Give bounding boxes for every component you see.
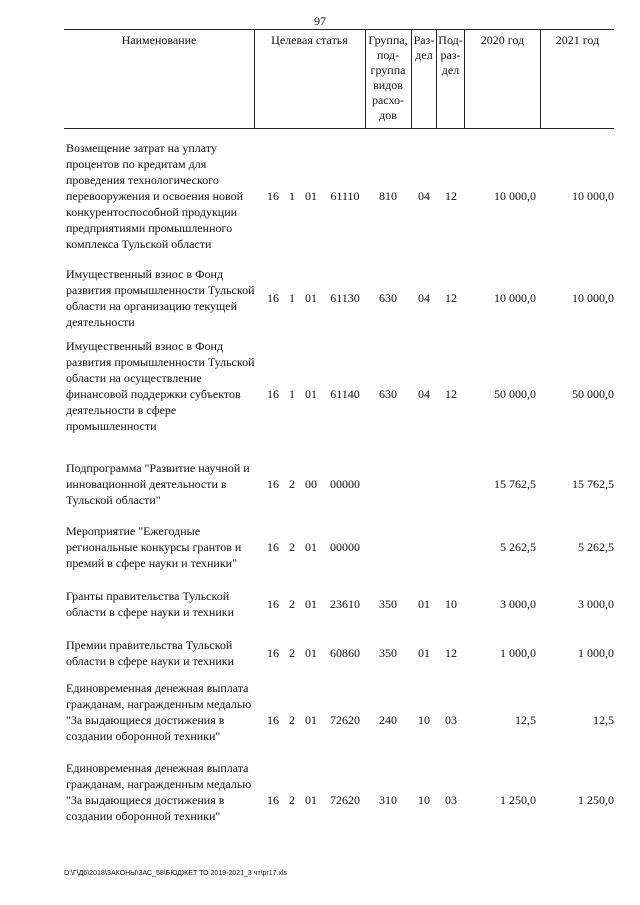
header-2021: 2021 год bbox=[555, 33, 600, 47]
code-subprogram: 2 bbox=[289, 646, 295, 660]
amount-2020: 5 262,5 bbox=[500, 540, 536, 554]
amount-2020: 15 762,5 bbox=[494, 477, 536, 491]
amount-2020: 10 000,0 bbox=[494, 189, 536, 203]
code-subprogram: 2 bbox=[289, 713, 295, 727]
code-program: 16 bbox=[267, 540, 279, 554]
section: 01 bbox=[418, 597, 430, 611]
code-program: 16 bbox=[267, 189, 279, 203]
subsection: 12 bbox=[445, 387, 457, 401]
header-expense-group: Группа, под-группа видов расхо-дов bbox=[368, 33, 408, 122]
code-subprogram: 2 bbox=[289, 477, 295, 491]
subsection: 03 bbox=[445, 793, 457, 807]
header-2020: 2020 год bbox=[480, 33, 525, 47]
code-program: 16 bbox=[267, 387, 279, 401]
code-activity: 01 bbox=[305, 540, 317, 554]
row-name: Единовременная денежная выплата гражданам, награжденным медалью "За выдающиеся достижения в создании оборонной техники" bbox=[66, 681, 252, 743]
amount-2021: 5 262,5 bbox=[578, 540, 614, 554]
code-activity: 01 bbox=[305, 189, 317, 203]
header-section: Раз-дел bbox=[413, 33, 435, 62]
section: 04 bbox=[418, 387, 430, 401]
code-subprogram: 2 bbox=[289, 597, 295, 611]
section: 01 bbox=[418, 646, 430, 660]
row-name: Гранты правительства Тульской области в сфере науки и техники bbox=[66, 589, 234, 619]
code-direction: 72620 bbox=[330, 793, 360, 807]
expense-group: 630 bbox=[379, 387, 397, 401]
amount-2021: 12,5 bbox=[593, 713, 614, 727]
code-program: 16 bbox=[267, 646, 279, 660]
amount-2021: 10 000,0 bbox=[572, 189, 614, 203]
expense-group: 630 bbox=[379, 291, 397, 305]
expense-group: 310 bbox=[379, 793, 397, 807]
section: 10 bbox=[418, 793, 430, 807]
subsection: 10 bbox=[445, 597, 457, 611]
code-direction: 61130 bbox=[330, 291, 360, 305]
amount-2020: 1 250,0 bbox=[500, 793, 536, 807]
code-program: 16 bbox=[267, 477, 279, 491]
section: 04 bbox=[418, 189, 430, 203]
code-direction: 00000 bbox=[330, 477, 360, 491]
code-subprogram: 2 bbox=[289, 793, 295, 807]
code-program: 16 bbox=[267, 291, 279, 305]
amount-2020: 1 000,0 bbox=[500, 646, 536, 660]
code-subprogram: 2 bbox=[289, 540, 295, 554]
code-subprogram: 1 bbox=[289, 291, 295, 305]
header-target-article: Целевая статья bbox=[271, 33, 348, 47]
code-activity: 01 bbox=[305, 597, 317, 611]
amount-2021: 15 762,5 bbox=[572, 477, 614, 491]
row-name: Премии правительства Тульской области в сфере науки и техники bbox=[66, 638, 234, 668]
code-activity: 00 bbox=[305, 477, 317, 491]
header-name: Наименование bbox=[121, 33, 197, 47]
row-name: Возмещение затрат на уплату процентов по кредитам для проведения технологического перевооружения и освоения новой конкурентоспособной продукции предприятиями промышленного комплекса Тульской области bbox=[66, 141, 244, 251]
code-activity: 01 bbox=[305, 793, 317, 807]
subsection: 03 bbox=[445, 713, 457, 727]
amount-2021: 3 000,0 bbox=[578, 597, 614, 611]
code-direction: 23610 bbox=[330, 597, 360, 611]
expense-group: 350 bbox=[379, 597, 397, 611]
amount-2020: 50 000,0 bbox=[494, 387, 536, 401]
subsection: 12 bbox=[445, 646, 457, 660]
code-program: 16 bbox=[267, 713, 279, 727]
subsection: 12 bbox=[445, 189, 457, 203]
expense-group: 810 bbox=[379, 189, 397, 203]
code-subprogram: 1 bbox=[289, 387, 295, 401]
amount-2021: 1 000,0 bbox=[578, 646, 614, 660]
row-name: Имущественный взнос в Фонд развития промышленности Тульской области на организацию текущей деятельности bbox=[66, 267, 255, 329]
page-number: 97 bbox=[314, 14, 326, 28]
code-subprogram: 1 bbox=[289, 189, 295, 203]
row-name: Имущественный взнос в Фонд развития промышленности Тульской области на осуществление финансовой поддержки субъектов деятельности в сфере промышленности bbox=[66, 339, 255, 433]
amount-2021: 50 000,0 bbox=[572, 387, 614, 401]
expense-group: 240 bbox=[379, 713, 397, 727]
code-direction: 61140 bbox=[330, 387, 360, 401]
code-direction: 00000 bbox=[330, 540, 360, 554]
subsection: 12 bbox=[445, 291, 457, 305]
table-header bbox=[64, 29, 614, 129]
amount-2020: 3 000,0 bbox=[500, 597, 536, 611]
section: 04 bbox=[418, 291, 430, 305]
row-name: Подпрограмма "Развитие научной и инновационной деятельности в Тульской области" bbox=[66, 461, 250, 507]
amount-2020: 12,5 bbox=[515, 713, 536, 727]
code-activity: 01 bbox=[305, 291, 317, 305]
amount-2020: 10 000,0 bbox=[494, 291, 536, 305]
file-path-footer: D:\Г\Д6\2018\ЗАКОНЫ\ЗАС_58\БЮДЖЕТ ТО 2019-2021_3 чт\pr17.xls bbox=[64, 870, 288, 877]
code-program: 16 bbox=[267, 793, 279, 807]
code-direction: 61110 bbox=[330, 189, 360, 203]
code-direction: 72620 bbox=[330, 713, 360, 727]
code-program: 16 bbox=[267, 597, 279, 611]
row-name: Мероприятие "Ежегодные региональные конкурсы грантов и премий в сфере науки и техники" bbox=[66, 524, 242, 570]
expense-group: 350 bbox=[379, 646, 397, 660]
header-subsection: Под-раз-дел bbox=[438, 33, 463, 77]
amount-2021: 10 000,0 bbox=[572, 291, 614, 305]
section: 10 bbox=[418, 713, 430, 727]
code-activity: 01 bbox=[305, 713, 317, 727]
amount-2021: 1 250,0 bbox=[578, 793, 614, 807]
code-activity: 01 bbox=[305, 387, 317, 401]
code-direction: 60860 bbox=[330, 646, 360, 660]
row-name: Единовременная денежная выплата гражданам, награжденным медалью "За выдающиеся достижения в создании оборонной техники" bbox=[66, 761, 252, 823]
code-activity: 01 bbox=[305, 646, 317, 660]
